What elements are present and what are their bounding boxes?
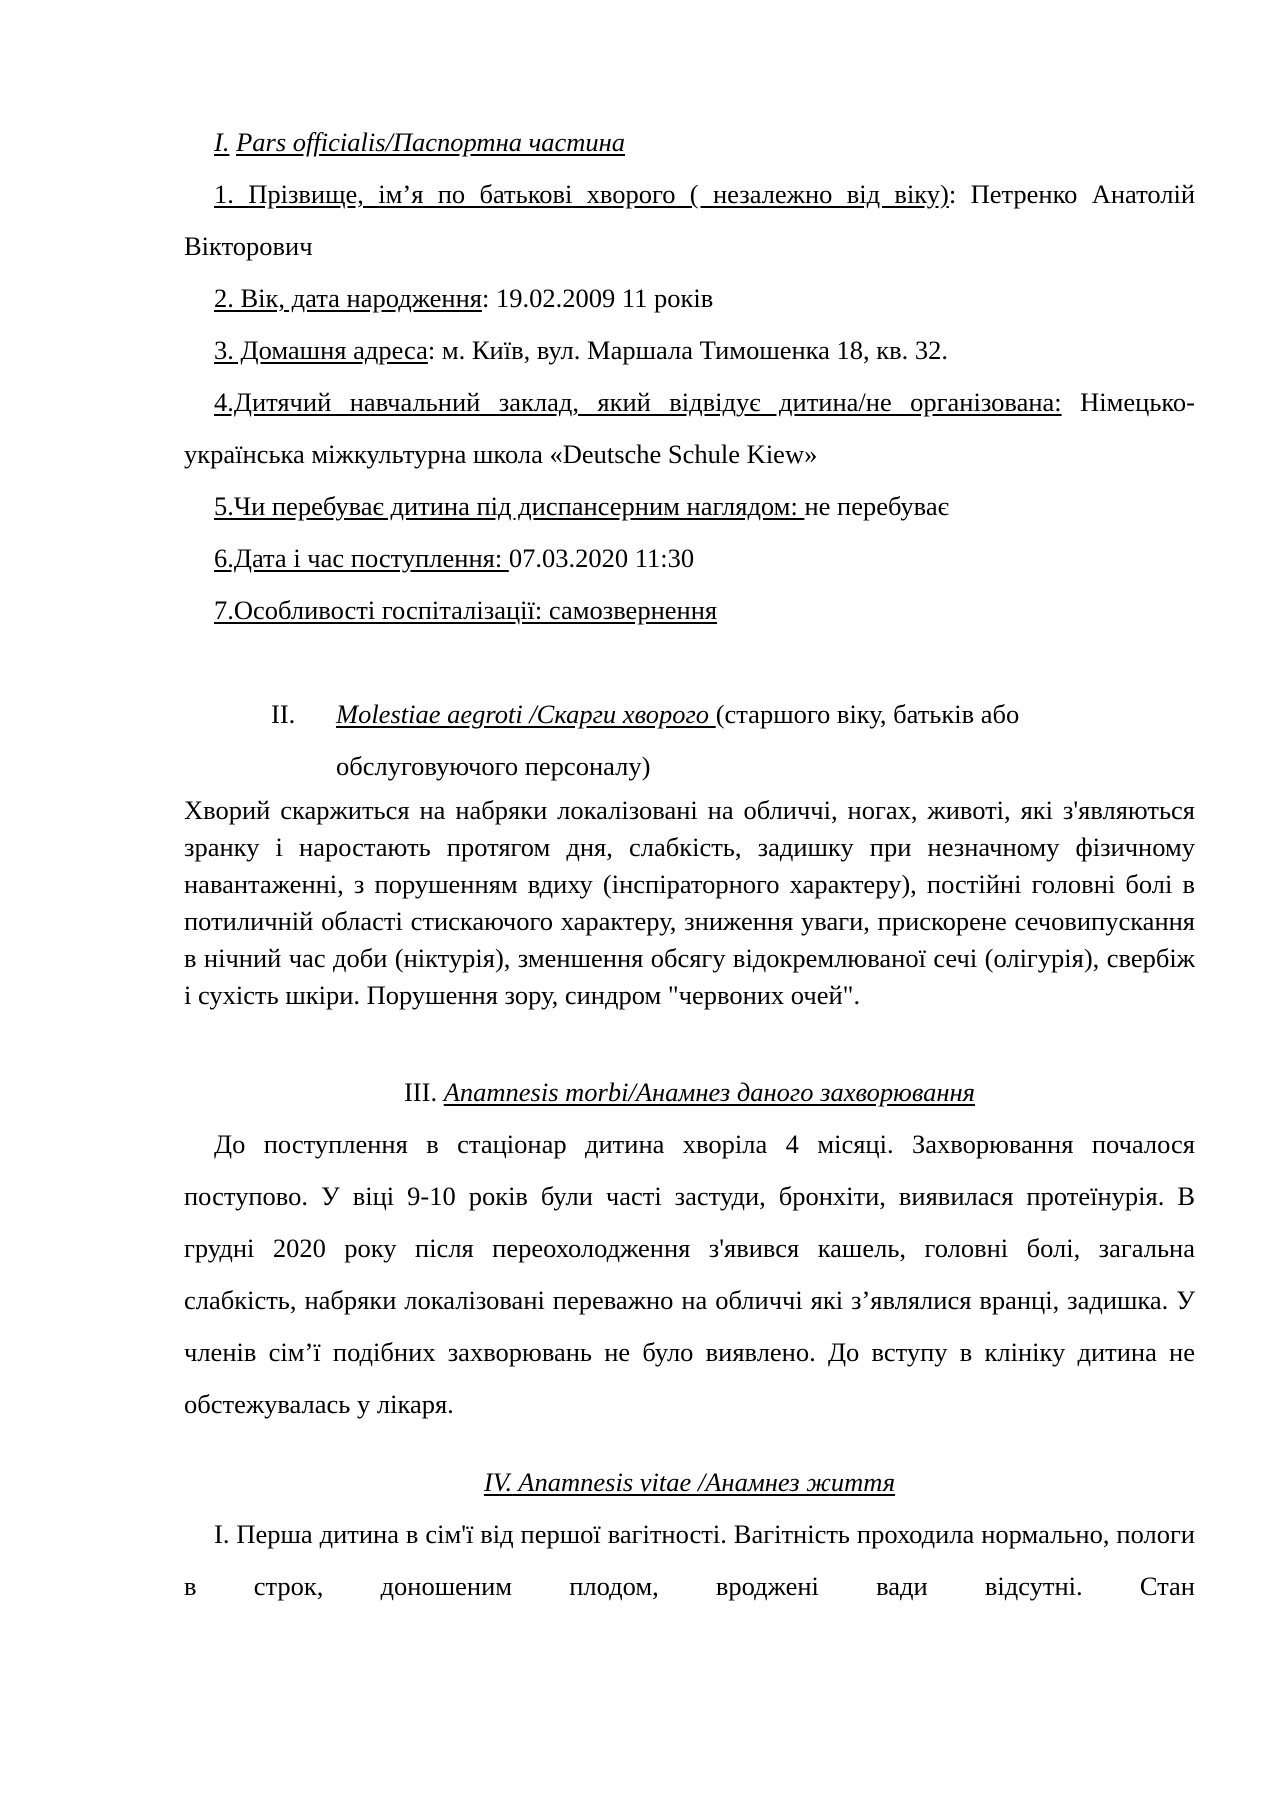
field-admission-date: [184, 532, 1195, 584]
field-sep: :: [948, 179, 957, 209]
section-3-body: До поступлення в стаціонар дитина хворіла 4 місяці. Захворювання почалося поступово. У віці 9-10 років були часті застуди, бронхіти, виявилася протеїнурія. В грудні 2020 року після переохолодження з'явився кашель, головні болі, загальна слабкість, набряки локалізовані переважно на обличчі які з’являлися вранці, задишка. У членів сім’ї подібних захворювань не було виявлено. До вступу в клініку дитина не обстежувалась у лікаря.: [184, 1129, 1195, 1419]
field-label: 1. Прізвище, ім’я по батькові хворого ( незалежно від віку): [214, 179, 949, 209]
section-2-body: Хворий скаржиться на набряки локалізовані на обличчі, ногах, животі, які з'являються зранку і наростають протягом дня, слабкість, задишку при незначному фізичному навантаженні, з порушенням вдиху (інспіраторного характеру), постійні головні болі в потиличній області стискаючого характеру, зниження уваги, прискорене сечовипускання в нічний час доби (ніктурія), зменшення обсягу відокремлюваної сечі (олігурія), свербіж і сухість шкіри. Порушення зору, синдром "червоних очей".: [184, 795, 1195, 1010]
field-label: 5.Чи перебуває дитина під диспансерним наглядом:: [214, 491, 805, 521]
section-4-number: IV.: [483, 1467, 513, 1497]
section-1-number: I.: [214, 127, 230, 157]
section-4-title: Anamnesis vitae /Анамнез життя: [512, 1467, 896, 1497]
field-label: 7.Особливості госпіталізації: самозвернення: [214, 595, 718, 625]
field-label: 3. Домашня адреса: [214, 335, 428, 365]
field-hospitalization: [184, 584, 1195, 636]
field-label: 2. Вік, дата народження: [214, 283, 482, 313]
section-2-subtitle: (старшого віку, батьків або обслуговуючого персоналу): [336, 699, 1020, 781]
field-label: 4.Дитячий навчальний заклад, який відвідує дитина/не організована:: [214, 387, 1062, 417]
section-2-title: Molestiae aegroti /Скарги хворого: [336, 699, 716, 729]
field-value: не перебуває: [804, 491, 949, 521]
section-2-heading: [184, 688, 1195, 792]
field-school: [184, 376, 1195, 480]
section-1-heading: [184, 116, 1195, 168]
section-2-number: II.: [271, 699, 296, 729]
section-1-title: Pars officialis/Паспортна частина: [236, 127, 626, 157]
section-4-body: І. Перша дитина в сім'ї від першої вагітності. Вагітність проходила нормально, пологи в строк, доношеним плодом, вроджені вади відсутні. Стан: [184, 1519, 1195, 1601]
section-3-heading: [184, 1066, 1195, 1118]
field-value: Німецько-українська міжкультурна школа «Deutsche Schule Kiew»: [184, 387, 1196, 469]
section-3-title: Anamnesis morbi/Анамнез даного захворювання: [443, 1077, 975, 1107]
section-4-heading: [184, 1456, 1195, 1508]
field-value: 19.02.2009 11 років: [489, 283, 714, 313]
field-sep: :: [481, 283, 490, 313]
field-age: [184, 272, 1195, 324]
field-address: [184, 324, 1195, 376]
field-label: 6.Дата і час поступлення:: [214, 543, 509, 573]
field-sep: :: [427, 335, 436, 365]
field-value: Петренко Анатолій Вікторович: [184, 179, 1195, 261]
field-name: [184, 168, 1195, 272]
document-page: [184, 116, 1195, 1612]
field-dispensary: [184, 480, 1195, 532]
field-value: м. Київ, вул. Маршала Тимошенка 18, кв. 32.: [435, 335, 949, 365]
section-3-number: III.: [403, 1077, 444, 1107]
field-value: 07.03.2020 11:30: [508, 543, 695, 573]
